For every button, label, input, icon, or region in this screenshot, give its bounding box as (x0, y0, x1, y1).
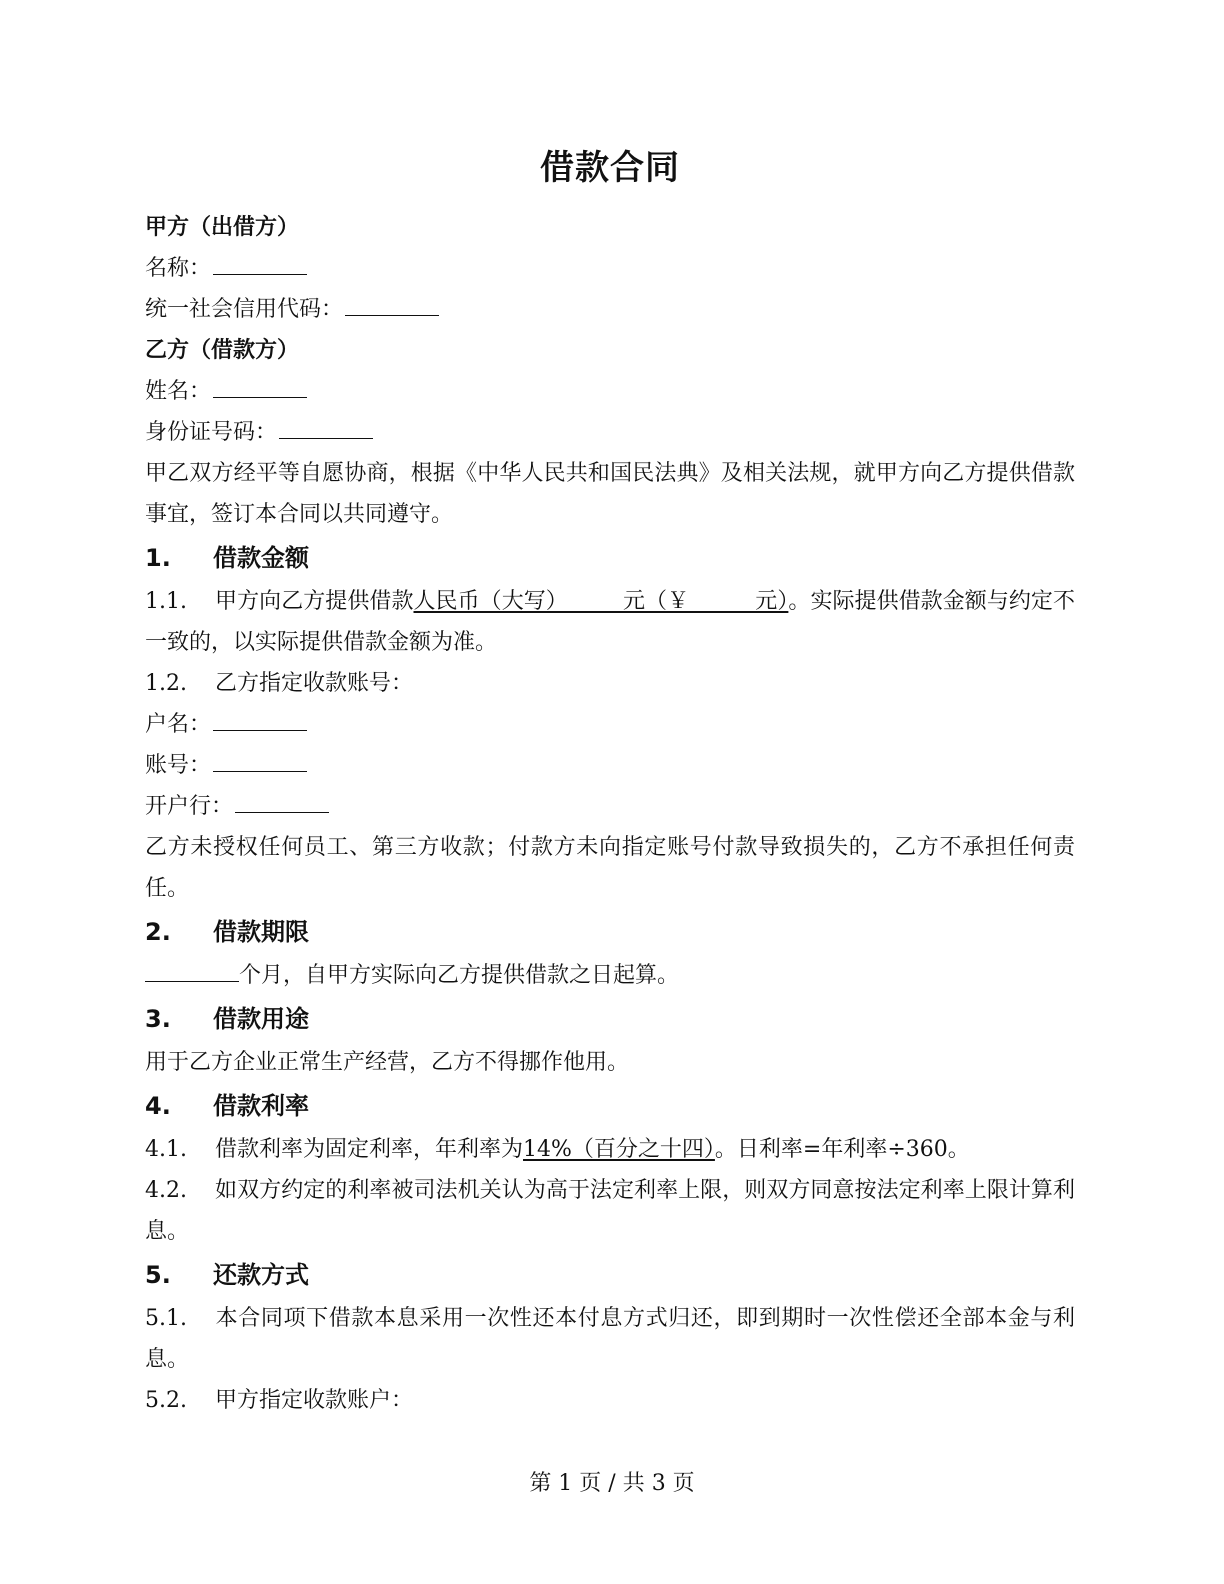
clause-1-2 (145, 663, 1075, 704)
section-number: 5. (145, 1261, 171, 1289)
party-b-name-line (145, 371, 1075, 412)
party-a-credit-code-blank[interactable] (345, 293, 439, 316)
account-no-line (145, 745, 1075, 786)
term-line (145, 955, 1075, 996)
account-name-blank[interactable] (213, 708, 307, 731)
account-no-label: 账号： (145, 753, 212, 778)
page-footer: 第 1 页 / 共 3 页 (529, 1471, 695, 1496)
section-title: 借款利率 (213, 1092, 309, 1120)
document-title: 借款合同 (540, 148, 680, 188)
clause-number: 5.2. (145, 1388, 187, 1413)
clause-number: 5.1. (145, 1306, 187, 1331)
clause-4-1 (145, 1129, 1075, 1170)
clause-4-2 (145, 1170, 1075, 1252)
section-number: 3. (145, 1005, 171, 1033)
section-5-heading (145, 1252, 1075, 1298)
section-title: 还款方式 (213, 1261, 309, 1289)
clause-text: 乙方指定收款账号： (215, 671, 414, 696)
clause-5-1 (145, 1298, 1075, 1380)
party-b-id-blank[interactable] (279, 416, 373, 439)
clause-text: 。日利率=年利率÷360。 (714, 1137, 970, 1162)
section-3-heading (145, 996, 1075, 1042)
section-1-heading (145, 535, 1075, 581)
party-a-name-label: 名称： (145, 256, 212, 281)
party-a-name-blank[interactable] (213, 252, 307, 275)
account-name-label: 户名： (145, 712, 212, 737)
bank-label: 开户行： (145, 794, 234, 819)
section-number: 2. (145, 918, 171, 946)
party-a-name-line (145, 248, 1075, 289)
party-a-credit-code-label: 统一社会信用代码： (145, 297, 344, 322)
clause-number: 1.1. (145, 589, 187, 614)
clause-number: 4.2. (145, 1178, 187, 1203)
party-b-id-label: 身份证号码： (145, 420, 278, 445)
clause-5-2 (145, 1380, 1075, 1421)
section-title: 借款用途 (213, 1005, 309, 1033)
section-title: 借款金额 (213, 544, 309, 572)
clause-text: 如双方约定的利率被司法机关认为高于法定利率上限，则双方同意按法定利率上限计算利息。 (145, 1178, 1075, 1244)
bank-line (145, 786, 1075, 827)
account-name-line (145, 704, 1075, 745)
party-a-heading: 甲方（出借方） (145, 214, 300, 240)
section-4-heading (145, 1083, 1075, 1129)
payment-note: 乙方未授权任何员工、第三方收款；付款方未向指定账号付款导致损失的，乙方不承担任何责任。 (145, 835, 1075, 901)
bank-blank[interactable] (235, 790, 329, 813)
clause-1-1 (145, 581, 1075, 663)
clause-text: 。实际提供借款金额与约定不一致的，以实际提供借款金额为准。 (145, 589, 1075, 655)
section-number: 4. (145, 1092, 171, 1120)
preamble: 甲乙双方经平等自愿协商，根据《中华人民共和国民法典》及相关法规，就甲方向乙方提供借款事宜，签订本合同以共同遵守。 (145, 461, 1075, 527)
clause-text: 借款利率为固定利率，年利率为 (215, 1137, 524, 1162)
clause-text: 本合同项下借款本息采用一次性还本付息方式归还，即到期时一次性偿还全部本金与利息。 (145, 1306, 1075, 1372)
clause-text: 甲方指定收款账户： (215, 1388, 414, 1413)
party-b-name-label: 姓名： (145, 379, 212, 404)
clause-text: 个月，自甲方实际向乙方提供借款之日起算。 (239, 963, 680, 988)
loan-amount-field[interactable]: 人民币（大写） 元（￥ 元） (413, 589, 789, 614)
party-b-name-blank[interactable] (213, 375, 307, 398)
purpose-text: 用于乙方企业正常生产经营，乙方不得挪作他用。 (145, 1050, 630, 1075)
clause-text: 甲方向乙方提供借款 (215, 589, 414, 614)
account-no-blank[interactable] (213, 749, 307, 772)
term-months-blank[interactable] (145, 959, 239, 982)
section-number: 1. (145, 544, 171, 572)
section-2-heading (145, 909, 1075, 955)
party-a-credit-line (145, 289, 1075, 330)
party-b-id-line (145, 412, 1075, 453)
clause-number: 4.1. (145, 1137, 187, 1162)
section-title: 借款期限 (213, 918, 309, 946)
contract-page (145, 140, 1075, 1421)
interest-rate-field[interactable]: 14%（百分之十四） (523, 1137, 715, 1162)
party-b-heading: 乙方（借款方） (145, 337, 300, 363)
clause-number: 1.2. (145, 671, 187, 696)
